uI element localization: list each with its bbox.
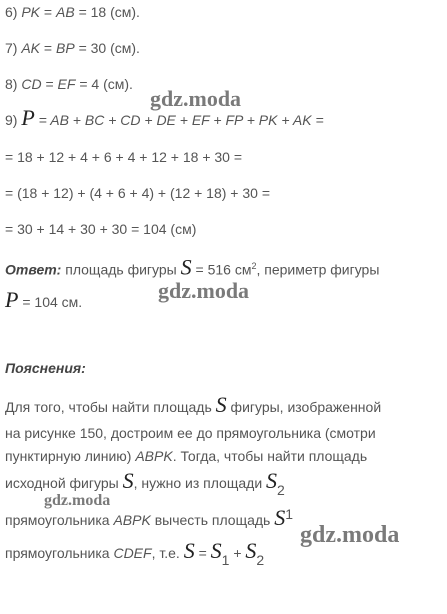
- watermark: gdz.moda: [150, 86, 242, 111]
- explanation-p4: исходной фигуры S, нужно из площади S2: [5, 468, 285, 498]
- line-9: 9) P = AB + BC + CD + DE + EF + FP + PK + AK =: [5, 105, 324, 130]
- answer-line-2: P = 104 см.: [5, 287, 83, 312]
- explanation-heading: Пояснения:: [5, 360, 86, 376]
- watermark: gdz.moda: [44, 492, 111, 509]
- answer-label: Ответ:: [5, 261, 62, 278]
- explanation-p2: на рисунке 150, достроим ее до прямоугольника (смотри: [5, 425, 376, 441]
- watermark: gdz.moda: [300, 522, 400, 548]
- line-8: 8) CD = EF = 4 (см).: [5, 76, 133, 92]
- answer-line: Ответ: площадь фигуры S = 516 $см^2$, периметр фигуры: [5, 254, 380, 280]
- line-sum-3: = 30 + 14 + 30 + 30 = 104 (см): [5, 221, 197, 237]
- explanation-p1: Для того, чтобы найти площадь S фигуры, изображенной: [5, 392, 382, 417]
- explanation-p3: пунктирную линию) ABPK. Тогда, чтобы найти площадь: [5, 448, 368, 464]
- explanation-p5: прямоугольника ABPK вычесть площадь S1: [5, 505, 294, 530]
- watermark: gdz.moda: [158, 278, 250, 303]
- explanation-p6: прямоугольника CDEF, т.е. S = S1 + S2: [5, 538, 265, 568]
- line-6: 6) PK = AB = 18 (см).: [5, 4, 140, 20]
- line-sum-1: = 18 + 12 + 4 + 6 + 4 + 12 + 18 + 30 =: [5, 149, 243, 165]
- line-7: 7) AK = BP = 30 (см).: [5, 40, 140, 56]
- line-sum-2: = (18 + 12) + (4 + 6 + 4) + (12 + 18) + 30 =: [5, 185, 271, 201]
